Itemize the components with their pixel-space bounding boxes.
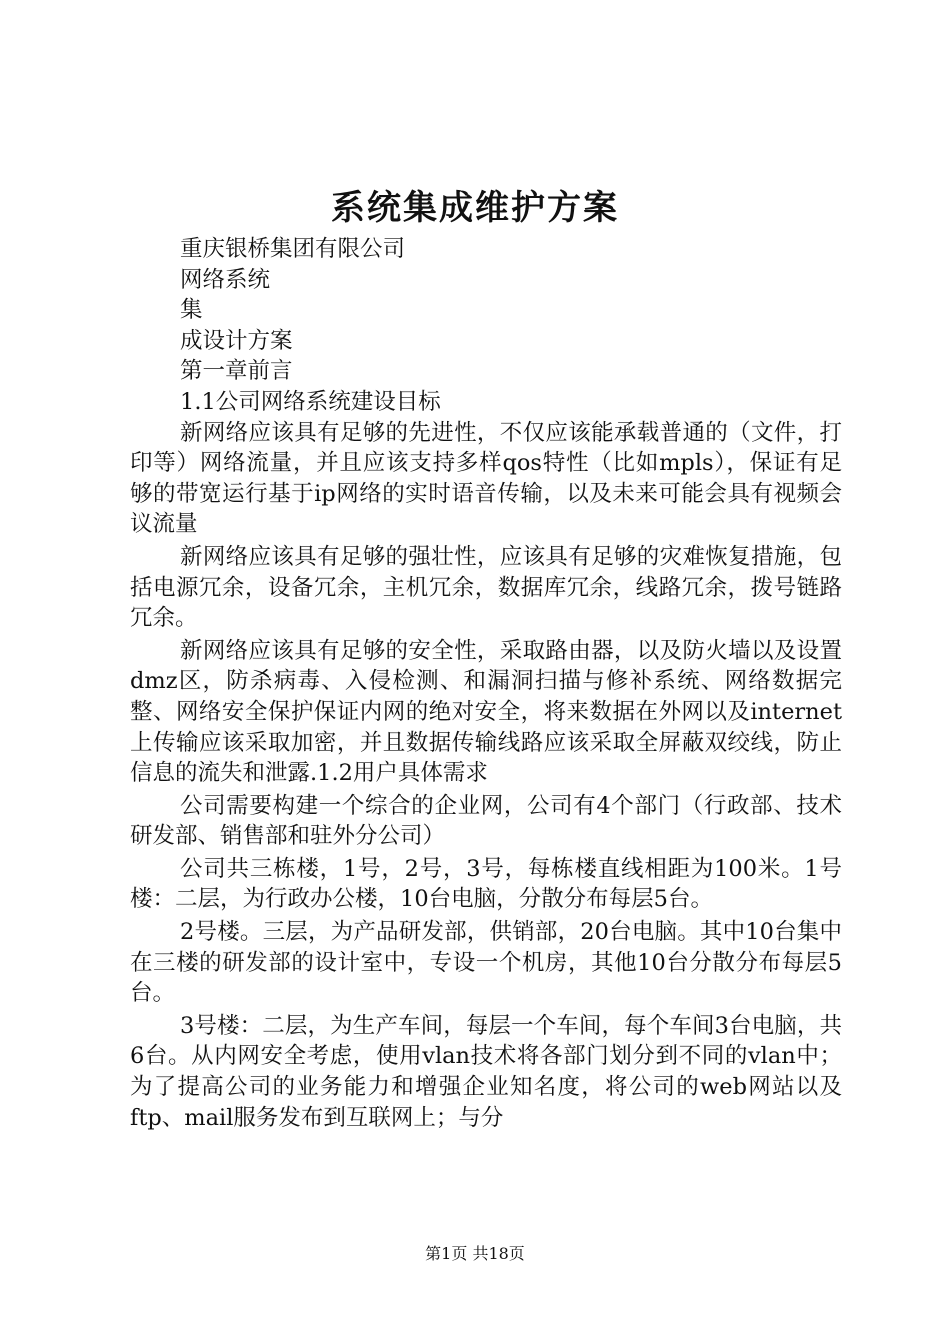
- paragraph: 3号楼：二层，为生产车间，每层一个车间，每个车间3台电脑，共6台。从内网安全考虑，使用vlan技术将各部门划分到不同的vlan中；为了提高公司的业务能力和增强企业知名度，将公司的web网站以及ftp、mail服务发布到互联网上；与分: [130, 1012, 842, 1131]
- paragraph: 2号楼。三层，为产品研发部，供销部，20台电脑。其中10台集中在三楼的研发部的设计室中，专设一个机房，其他10台分散分布每层5台。: [130, 919, 842, 1007]
- paragraph: 公司共三栋楼，1号，2号，3号，每栋楼直线相距为100米。1号楼：二层，为行政办公楼，10台电脑，分散分布每层5台。: [130, 855, 842, 913]
- section-heading: 1.1公司网络系统建设目标: [180, 388, 441, 415]
- paragraph: 新网络应该具有足够的安全性，采取路由器，以及防火墙以及设置dmz区，防杀病毒、入侵检测、和漏洞扫描与修补系统、网络数据完整、网络安全保护保证内网的绝对安全，将来数据在外网以及internet上传输应该采取加密，并且数据传输线路应该采取全屏蔽双绞线，防止信息的流失和泄露.1.2用户具体需求: [130, 637, 842, 787]
- page-number-footer: 第1页 共18页: [425, 1244, 525, 1263]
- paragraph: 新网络应该具有足够的强壮性，应该具有足够的灾难恢复措施，包括电源冗余，设备冗余，主机冗余，数据库冗余，线路冗余，拨号链路冗余。: [130, 543, 842, 632]
- subtitle-line-1: 网络系统: [180, 266, 271, 293]
- document-title: 系统集成维护方案: [331, 188, 619, 228]
- company-name-line: 重庆银桥集团有限公司: [180, 236, 406, 262]
- subtitle-line-3: 成设计方案: [180, 327, 293, 354]
- chapter-heading: 第一章前言: [180, 358, 293, 385]
- subtitle-line-2: 集: [180, 297, 203, 324]
- paragraph: 公司需要构建一个综合的企业网，公司有4个部门（行政部、技术研发部、销售部和驻外分公司）: [130, 792, 842, 850]
- document-body: [130, 234, 842, 1135]
- paragraph: 新网络应该具有足够的先进性，不仅应该能承载普通的（文件，打印等）网络流量，并且应该支持多样qos特性（比如mpls），保证有足够的带宽运行基于ip网络的实时语音传输，以及未来可能会具有视频会议流量: [130, 419, 842, 538]
